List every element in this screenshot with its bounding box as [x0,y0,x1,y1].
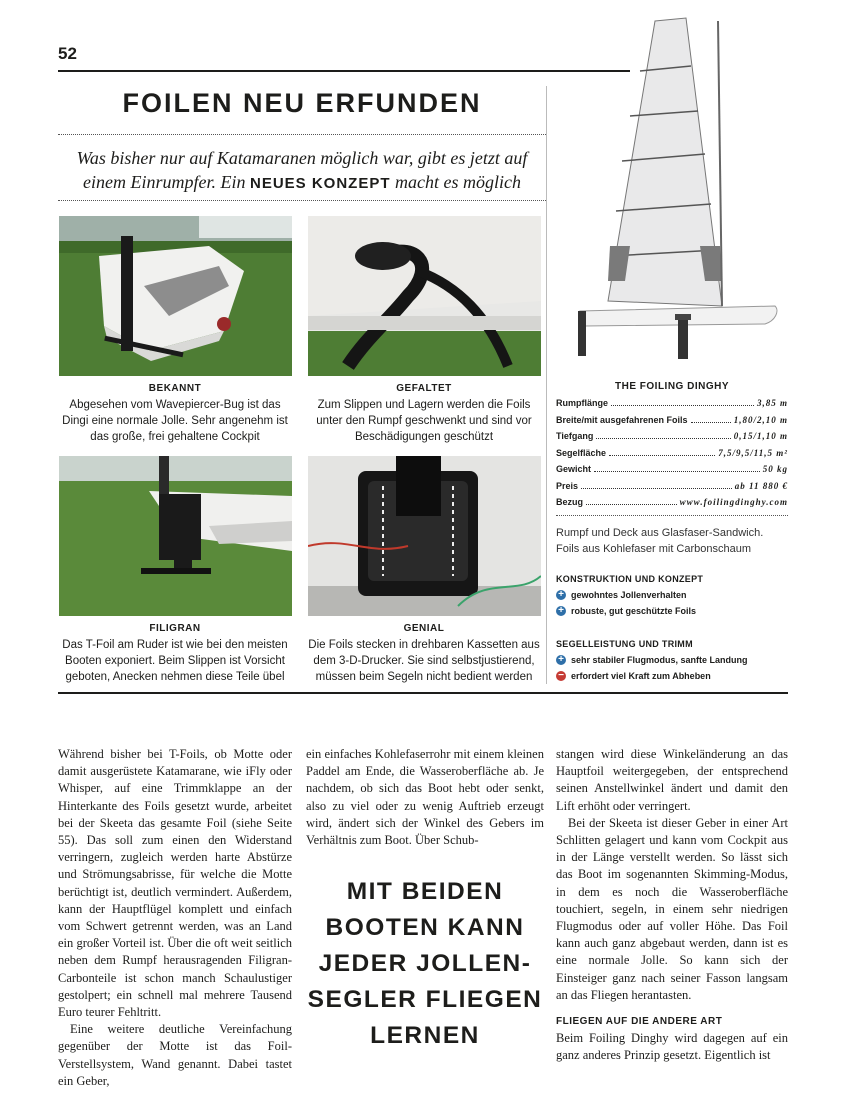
caption-text: Das T-Foil am Ruder ist wie bei den meisten Booten exponiert. Beim Slippen ist Vorsicht geboten, Anecken nehmen diese Teile übel [62,639,288,683]
pro-item [556,587,788,603]
spec-leader [586,497,677,505]
plus-icon: + [556,655,566,665]
paragraph: ein einfaches Kohlefaserrohr mit einem kleinen Paddel am Ende, die Wasseroberfläche ab. Je nachdem, ob sich das Boot hebt oder senkt, also zu viel oder zu wenig Auftrieb erzeugt wird, ändert sich der Winkel des Gebers im Verhältnis zum Boot. Über Schub- [306,747,544,848]
item-text: sehr stabiler Flugmodus, sanfte Landung [571,655,748,665]
section-segelleistung [556,639,788,684]
spec-table [556,398,788,514]
section-title: KONSTRUKTION UND KONZEPT [556,574,704,584]
boat-illustration [570,16,780,361]
caption-text: Abgesehen vom Wavepiercer-Bug ist das Dingi eine normale Jolle. Sehr angenehm ist das große, frei gehaltene Cockpit [62,399,288,443]
spec-label: Bezug [556,497,583,507]
article-title: FOILEN NEU ERFUNDEN [122,88,482,118]
spec-leader [581,481,732,489]
title-divider [58,134,546,135]
con-item [556,668,788,684]
section-subhead: FLIEGEN AUF DIE ANDERE ART [556,1016,723,1028]
item-text: gewohntes Jollenverhalten [571,590,687,600]
section-rule [58,692,788,694]
section-title: SEGELLEISTUNG UND TRIMM [556,639,693,649]
item-text: erfordert viel Kraft zum Abheben [571,671,711,681]
spec-leader [691,415,731,423]
lead-text-2: macht es möglich [395,172,521,192]
plus-icon: + [556,606,566,616]
spec-divider [556,515,788,516]
caption-text: Zum Slippen und Lagern werden die Foils unter den Rumpf geschwenkt und sind vor Beschädigungen geschützt [316,399,532,443]
spec-label: Preis [556,480,579,491]
spec-leader [611,398,754,406]
material-text: Rumpf und Deck aus Glasfaser-Sandwich. Foils aus Kohlefaser mit Carbonschaum [556,527,764,555]
spec-row [556,398,788,415]
spec-row [556,448,788,465]
body-column-3 [556,746,788,1065]
body-column-1 [58,746,292,1090]
spec-value: 50 kg [762,464,788,474]
photo-genial [308,456,541,616]
spec-value: 1,80/2,10 m [733,414,788,425]
spec-label: Gewicht [556,464,592,474]
item-text: robuste, gut geschützte Foils [571,606,697,616]
lead-divider [58,200,546,201]
lead-text-1: Was bisher nur auf Katamaranen möglich war, gibt es jetzt auf einem Einrumpfer. Ein [76,148,528,192]
photo-gefaltet [308,216,541,376]
pull-quote: MIT BEIDEN BOOTEN KANN JEDER JOLLEN-SEGLER FLIEGEN LERNEN [307,878,543,1049]
caption-title: BEKANNT [148,383,202,394]
spec-label: Rumpflänge [556,398,609,408]
spec-leader [596,431,730,439]
spec-value: ab 11 880 € [734,480,788,491]
spec-label: Breite/mit ausgefahrenen Foils [556,414,688,425]
photo-filigran [59,456,292,616]
column-divider [546,86,547,684]
section-konstruktion [556,574,788,619]
article-lead [58,146,546,196]
caption-title: GEFALTET [396,383,452,394]
spec-value: 3,85 m [756,398,788,408]
photo-bekannt [59,216,292,376]
spec-value: 7,5/9,5/11,5 m² [718,447,788,458]
page-number: 52 [58,44,77,63]
paragraph: Eine weitere deutliche Vereinfachung gegenüber der Motte ist das Foil-Verstellsystem, Wand genannt. Dabei tastet ein Geber, [58,1022,292,1088]
caption-bekannt [59,381,291,445]
caption-title: FILIGRAN [149,623,201,634]
caption-filigran [59,621,291,685]
paragraph: Während bisher bei T-Foils, ob Motte oder damit ausgerüstete Katamarane, wie iFly oder Whisper, auf eine Trimmklappe an der Hinterkante des Foils gesetzt wurde, arbeitet bei der Skeeta das gesamte Foil (siehe Seite 55). Das soll zum einen den Widerstand verringern, zugleich werden harte Abstürze und Strömungsabrisse, für welche die Motte berüchtigt ist, deutlich vermindert. Außerdem, kann der Hauptflügel komplett und einfach vom Schwert getrennt werden, was an Land ein großer Vorteil ist. Über die oft weit seitlich neben dem Rumpf herausragenden Filigran-Carbonteile ist schon manch Schaulustiger gestolpert; ein schnell mal mehrere Tausend Euro teurer Fehltritt. [58,747,292,1020]
plus-icon: + [556,590,566,600]
pro-item [556,603,788,619]
minus-icon: − [556,671,566,681]
spec-leader [594,464,760,472]
paragraph: Beim Foiling Dinghy wird dagegen auf ein ganz anderes Prinzip gesetzt. Eigentlich ist [556,1031,788,1063]
spec-leader [609,448,715,456]
caption-genial [308,621,540,685]
pro-item [556,652,788,668]
lead-emphasis: NEUES KONZEPT [249,175,391,192]
paragraph: stangen wird diese Winkeländerung an das Hauptfoil weitergegeben, der entsprechend seinen Anstellwinkel ändert und damit den Lift erhöht oder verringert. [556,747,788,813]
caption-title: GENIAL [403,623,445,634]
spec-row [556,464,788,481]
spec-row [556,431,788,448]
spec-value: 0,15/1,10 m [733,431,788,441]
spec-row [556,481,788,498]
body-column-2 [306,746,544,849]
spec-row [556,497,788,514]
spec-label: Segelfläche [556,447,607,458]
top-rule [58,70,630,72]
boat-box-title: THE FOILING DINGHY [615,381,729,392]
caption-gefaltet [308,381,540,445]
paragraph: Bei der Skeeta ist dieser Geber in einer Art Schlitten gelagert und kann vom Cockpit aus in der Länge verstellt werden. So lässt sich das Boot im sogenannten Skimming-Modus, in dem es noch die Wasseroberfläche touchiert, segeln, in einem sehr niedrigen Flugmodus oder auf voller Höhe. Das Foil kann auch ganz abgebaut werden, dann ist es eine normale Jolle. So kann sich der Einsteiger ganz nach seiner Fasson langsam an das Fliegen herantasten. [556,815,788,1002]
spec-row [556,415,788,432]
spec-label: Tiefgang [556,431,594,441]
caption-text: Die Foils stecken in drehbaren Kassetten aus dem 3-D-Drucker. Sie sind selbstjustierend, müssen beim Segeln nicht bedient werden [308,639,540,683]
spec-value: www.foilingdinghy.com [679,497,788,507]
